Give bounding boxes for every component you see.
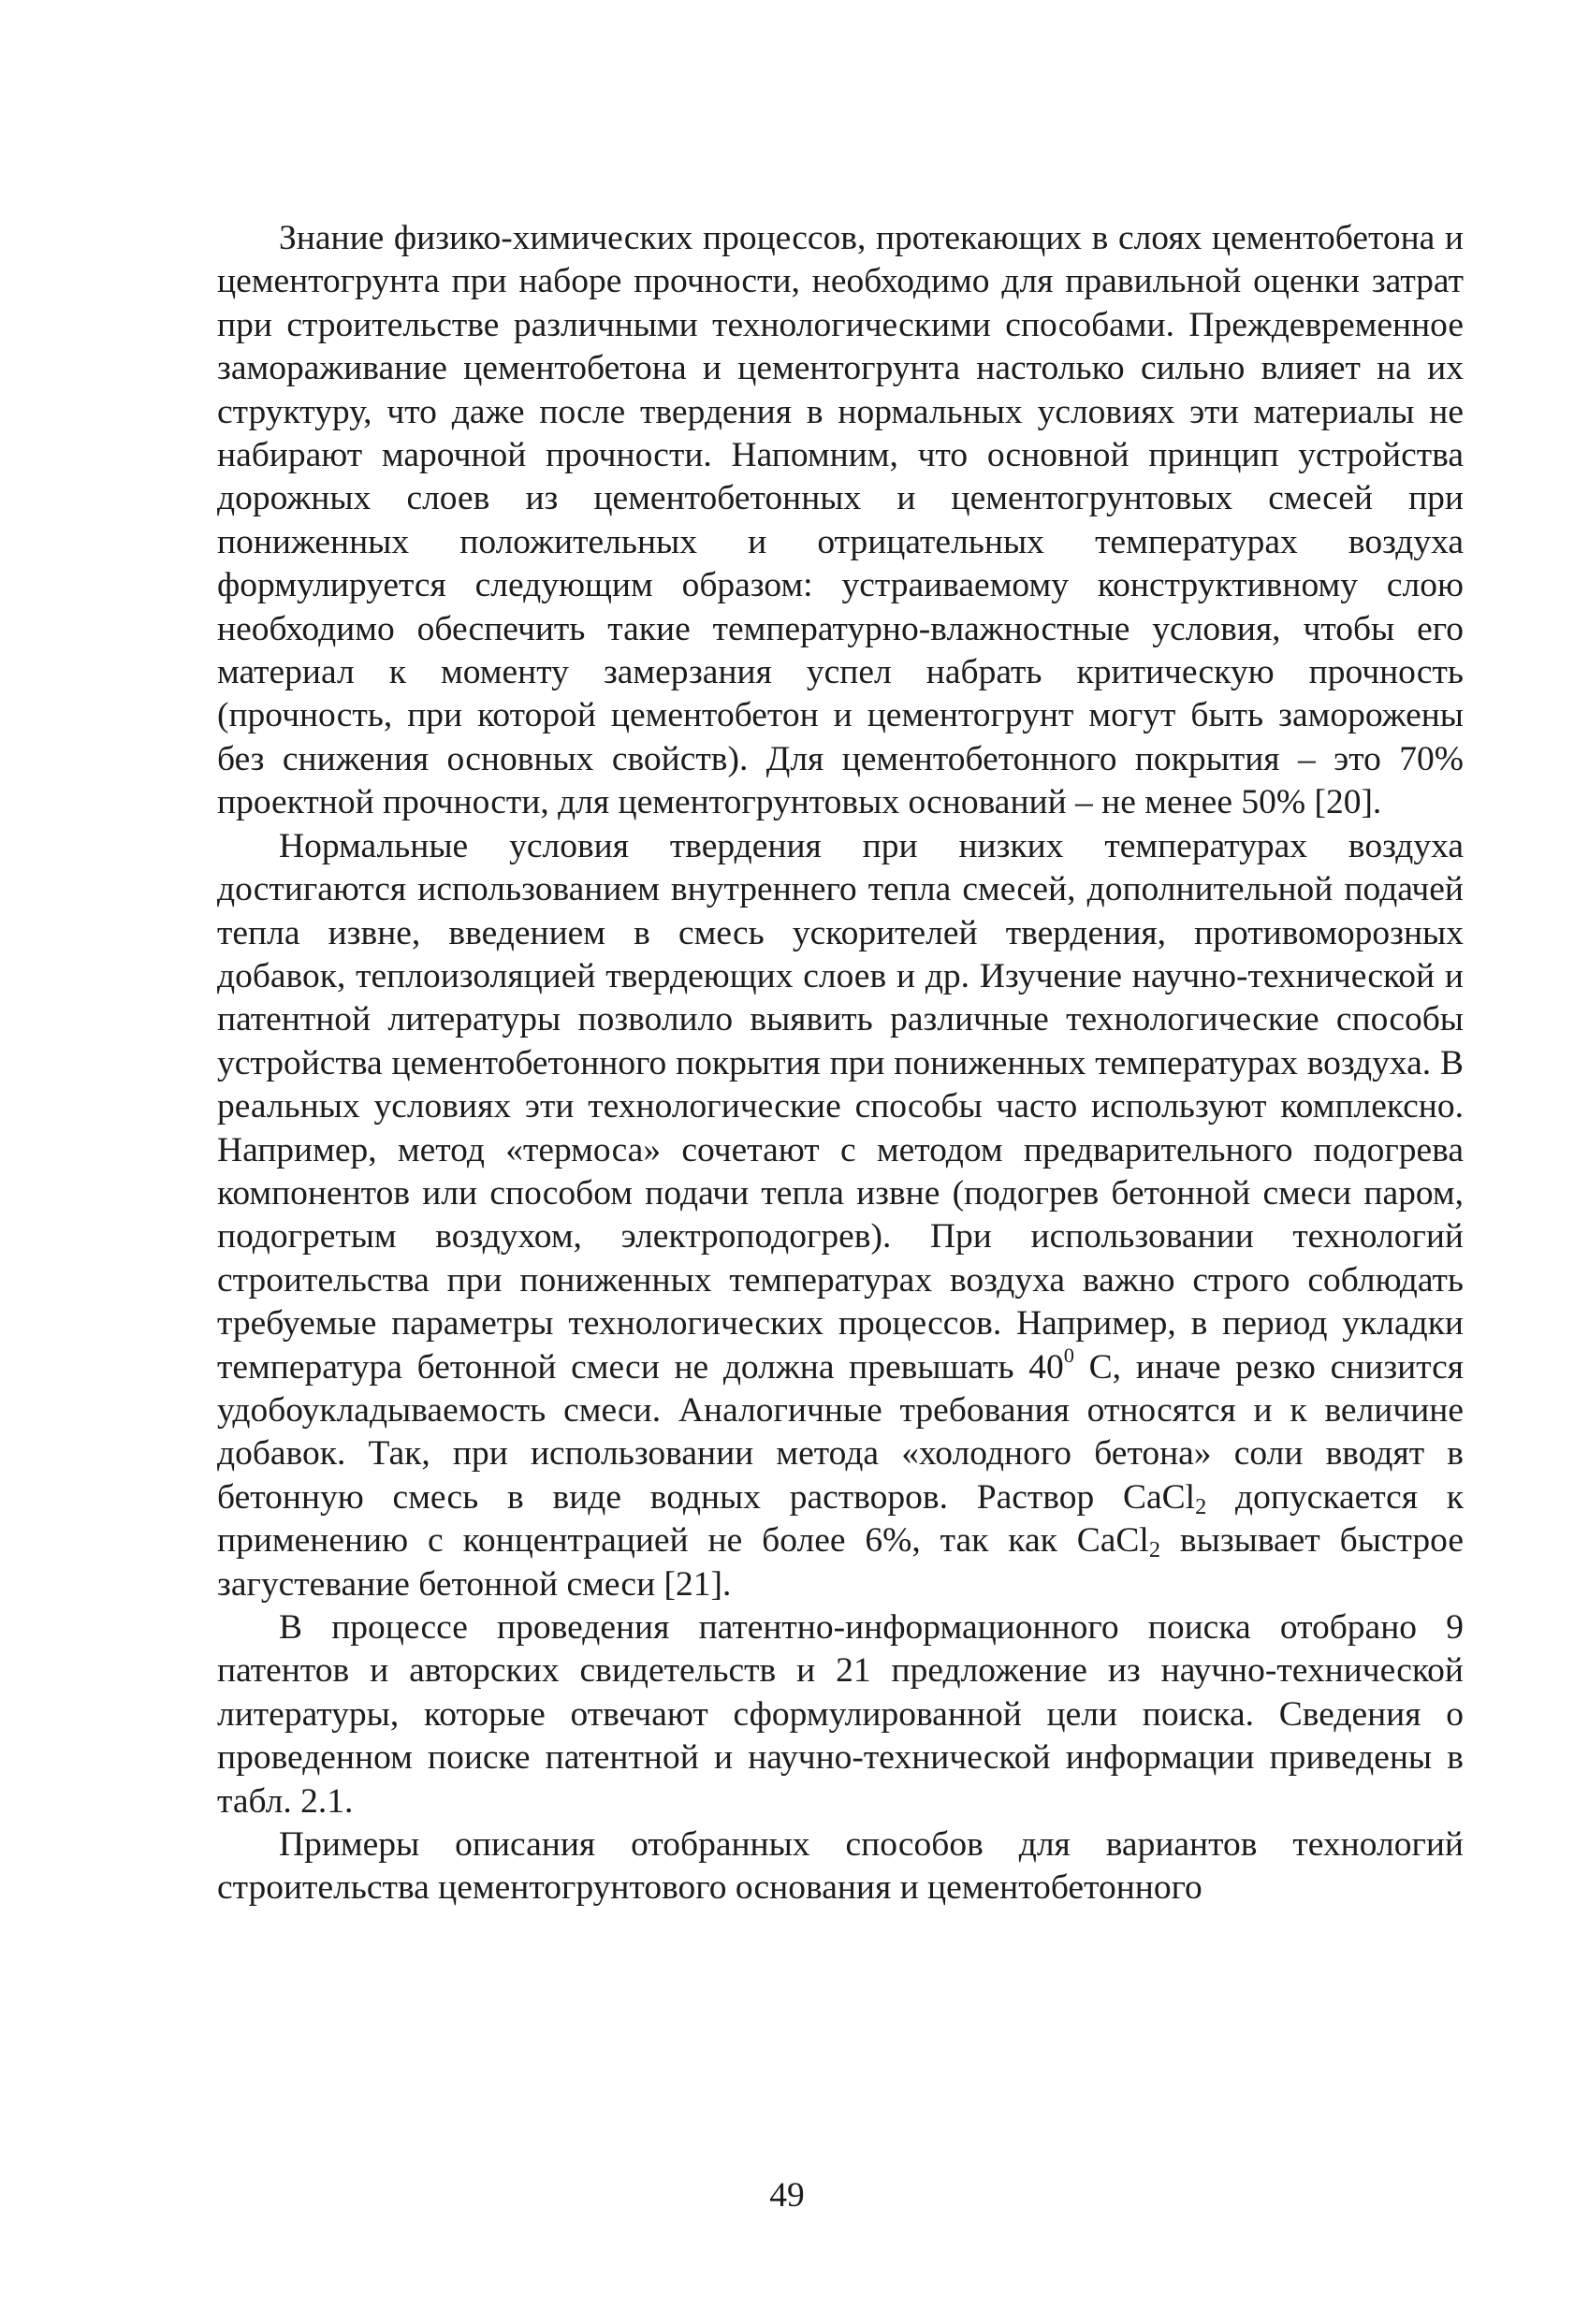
text-sub: 2 [1148,1537,1160,1563]
page-number: 49 [769,2176,805,2215]
text-sup: 0 [1063,1343,1074,1367]
text-segment: Нормальные условия твердения при низких температурах воздуха достигаются использованием внутреннего тепла смесей, дополнительной подачей тепла извне, введением в смесь ускорителей твердения, противоморозных добавок, теплоизоляцией твердеющих слоев и др. Изучение научно-технической и патентной литературы позволило выявить различные технологические способы устройства цементобетонного покрытия при пониженных температурах воздуха. В реальных условиях эти технологические способы часто используют комплексно. Например, метод «термоса» сочетают с методом предварительного подогрева компонентов или способом подачи тепла извне (подогрев бетонной смеси паром, подогретым воздухом, электроподогрев). При использовании технологий строительства при пониженных температурах воздуха важно строго соблюдать требуемые параметры технологических процессов. Например, в период укладки температура бетонной смеси не должна превышать 40 [217,826,1464,1387]
text-segment: допускается к применению с концентрацией не более 6%, так как CaCl [217,1477,1464,1561]
body-text [217,217,1464,1910]
paragraph [217,1606,1464,1823]
text-segment: Знание физико-химических процессов, протекающих в слоях цементобетона и цементогрунта при наборе прочности, необходимо для правильной оценки затрат при строительстве различными технологическими способами. Преждевременное замораживание цементобетона и цементогрунта настолько сильно влияет на их структуру, что даже после твердения в нормальных условиях эти материалы не набирают марочной прочности. Напомним, что основной принцип устройства дорожных слоев из цементобетонных и цементогрунтовых смесей при пониженных положительных и отрицательных температурах воздуха формулируется следующим образом: устраиваемому конструктивному слою необходимо обеспечить такие температурно-влажностные условия, чтобы его материал к моменту замерзания успел набрать критическую прочность (прочность, при которой цементобетон и цементогрунт могут быть заморожены без снижения основных свойств). Для цементобетонного покрытия – это 70% проектной прочности, для цементогрунтовых оснований – не менее 50% [20]. [217,219,1464,822]
paragraph [217,217,1464,825]
text-segment: С, иначе резко снизится удобоукладываемость смеси. Аналогичные требования относятся и к величине добавок. Так, при использовании метода «холодного бетона» соли вводят в бетонную смесь в виде водных растворов. Раствор CaCl [217,1347,1464,1517]
paragraph [217,825,1464,1606]
paragraph [217,1823,1464,1910]
text-segment: В процессе проведения патентно-информационного поиска отобрано 9 патентов и авторских свидетельств и 21 предложение из научно-технической литературы, которые отвечают сформулированной цели поиска. Сведения о проведенном поиске патентной и научно-технической информации приведены в табл. 2.1. [217,1608,1464,1821]
text-segment: вызывает быстрое загустевание бетонной смеси [21]. [217,1521,1464,1604]
text-segment: Примеры описания отобранных способов для вариантов технологий строительства цементогрунтового основания и цементобетонного [217,1825,1464,1908]
text-sub: 2 [1195,1493,1207,1519]
